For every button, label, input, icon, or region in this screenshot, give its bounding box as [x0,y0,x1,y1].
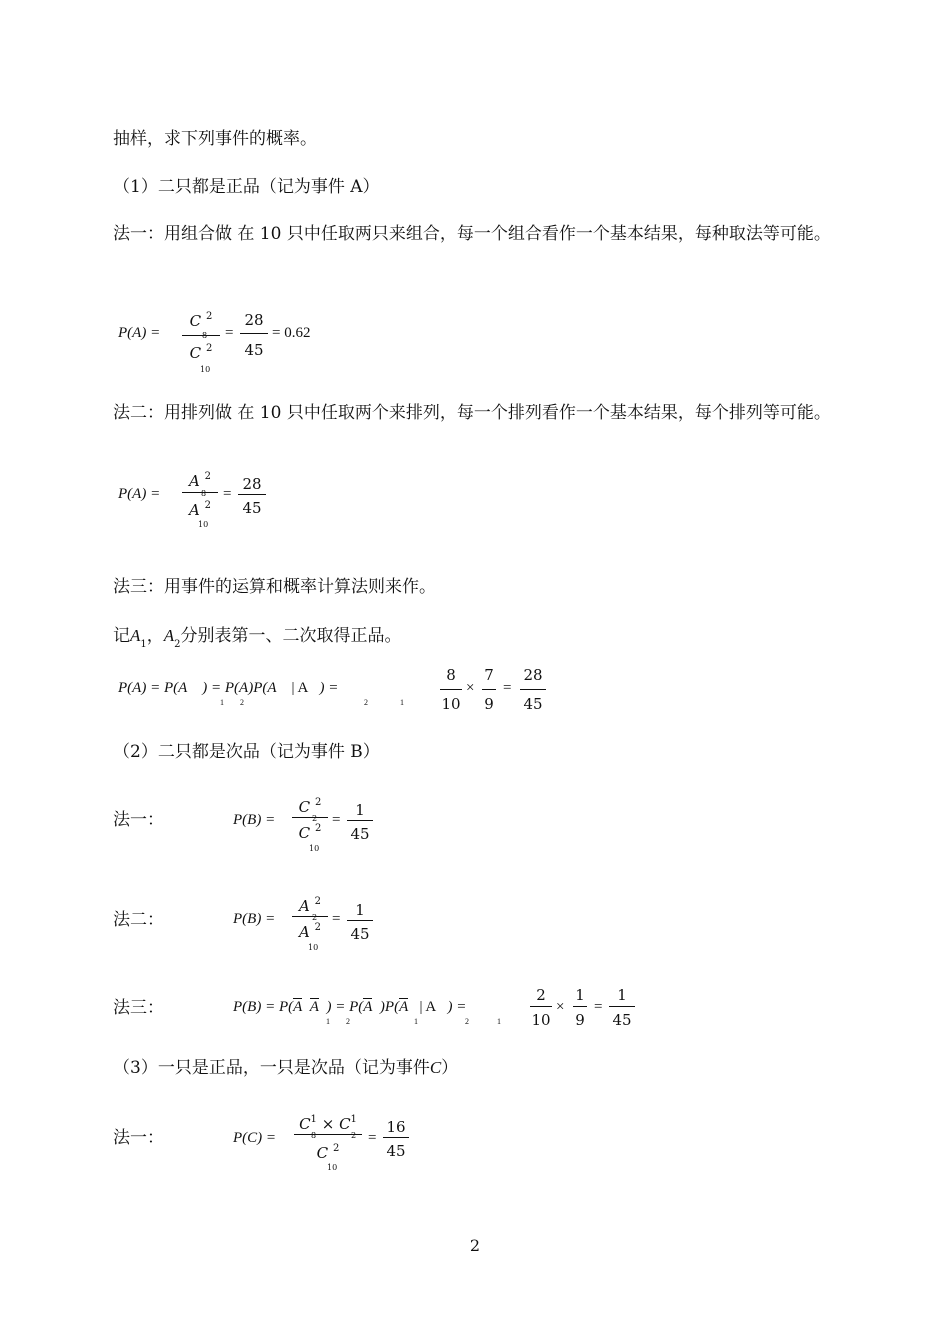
denominator: 45 [350,825,370,843]
equals-sign: = [368,1130,377,1146]
symbol-c: C [298,824,311,842]
heading-event-c [113,1056,458,1080]
text-ji: 记 [113,626,130,646]
subscript: 1 [414,1017,418,1026]
formula-part: ) = [319,680,339,696]
symbol-a-bar: A [399,999,409,1015]
label-method-3: 法三： [113,998,164,1018]
times-sign: × [321,1115,335,1133]
symbol-a: A [189,472,200,490]
numerator: 1 [617,986,627,1004]
times-sign: × [466,680,475,696]
subscript: 8 [311,1131,317,1140]
symbol-c: C [298,798,311,816]
numerator: 1 [575,986,585,1004]
subscript: 2 [312,814,318,823]
paragraph-method-1: 法一：用组合做 在 10 只中任取两只来组合，每一个组合看作一个基本结果，每种取法等可能。 [113,224,831,244]
superscript: 1 [310,1114,317,1125]
denominator: 45 [244,341,264,359]
fraction-combination-b [292,798,328,858]
denominator: 45 [350,925,370,943]
formula-part: | A [419,999,437,1015]
symbol-a-bar: A [363,999,373,1015]
symbol-a: A [189,501,200,519]
symbol-c: C [189,344,202,362]
numerator: 28 [244,311,264,329]
numerator: 28 [242,475,262,493]
subscript: 10 [309,844,320,853]
formula-part: P(B) = P( [233,999,294,1015]
subscript: 10 [327,1163,338,1172]
fraction-permutation [182,472,218,532]
equals-sign: = [223,486,232,502]
superscript: 2 [332,1143,340,1154]
numerator: 8 [446,666,456,684]
formula-part: ) = [447,999,467,1015]
subscript: 1 [326,1017,330,1026]
denominator: 45 [242,499,262,517]
page-number: 2 [469,1236,481,1255]
subscript: 1 [400,698,404,707]
symbol-a: A [130,626,141,645]
subscript: 2 [240,698,244,707]
superscript: 2 [314,896,321,907]
formula-pa-label: P(A) = [118,486,161,502]
heading-text: （3）一只是正品，一只是次品（记为事件 [113,1058,430,1078]
subscript: 2 [465,1017,469,1026]
symbol-a: A [299,923,310,941]
formula-pb-label: P(B) = [233,812,276,828]
denominator: 45 [612,1011,632,1029]
result-062: = 0.62 [272,325,311,341]
subscript: 10 [200,365,211,374]
fraction-1-45 [609,986,635,1034]
formula-pc-label: P(C) = [233,1130,277,1146]
equals-sign: = [594,999,603,1015]
symbol-a-bar: A [293,999,303,1015]
superscript: 2 [204,471,211,482]
heading-text-close: ） [441,1058,459,1078]
fraction-1-9 [573,986,587,1034]
denominator: 10 [441,695,461,713]
subscript: 2 [174,639,181,650]
denominator: 9 [575,1011,585,1029]
subscript: 2 [312,913,318,922]
numerator: 7 [484,666,494,684]
symbol-c: C [189,312,202,330]
subscript: 2 [346,1017,350,1026]
subscript: 10 [198,520,209,529]
formula-pa-label: P(A) = [118,325,161,341]
times-sign: × [556,999,565,1015]
text-define-a1-a2 [113,624,402,651]
fraction-7-9 [482,666,496,716]
text-define-rest: 分别表第一、二次取得正品。 [180,626,402,646]
fraction-28-45 [520,666,546,716]
text-line-intro: 抽样，求下列事件的概率。 [113,129,317,149]
symbol-a: A [163,626,175,645]
denominator: 45 [523,695,543,713]
symbol-c: C [429,1058,442,1077]
heading-event-a: （1）二只都是正品（记为事件 A） [113,177,380,197]
numerator: 1 [355,901,365,919]
superscript: 2 [204,500,211,511]
fraction-1-45 [347,801,373,849]
subscript: 2 [351,1131,357,1140]
superscript: 2 [205,311,213,322]
fraction-combination [182,310,220,374]
comma: ， [146,626,164,646]
denominator: 10 [531,1011,551,1029]
numerator: 16 [386,1118,406,1136]
subscript: 1 [220,698,224,707]
equals-sign: = [332,812,341,828]
formula-pb-chain [233,999,466,1016]
symbol-a-bar: A [309,999,319,1015]
symbol-c: C [339,1115,351,1133]
fraction-1-45 [347,901,373,949]
superscript: 1 [350,1114,357,1125]
numerator: 2 [536,986,546,1004]
equals-sign: = [225,325,234,341]
formula-pa-chain [118,680,338,697]
subscript: 1 [497,1017,501,1026]
symbol-a: A [299,897,310,915]
fraction-combination-c [294,1115,362,1175]
denominator: 9 [484,695,494,713]
text-method-3: 法三：用事件的运算和概率计算法则来作。 [113,577,436,597]
subscript: 8 [202,331,208,340]
superscript: 2 [205,343,213,354]
numerator: 28 [523,666,543,684]
superscript: 2 [314,797,322,808]
subscript: 2 [364,698,368,707]
fraction-28-45 [240,311,268,361]
symbol-c: C [299,1115,311,1133]
numerator: 1 [355,801,365,819]
formula-part: | A [291,680,309,696]
superscript: 2 [314,922,321,933]
denominator: 45 [386,1142,406,1160]
formula-pb-label: P(B) = [233,911,276,927]
symbol-c: C [316,1144,329,1162]
formula-part: P(A) = P(A [118,680,188,696]
fraction-2-10 [530,986,552,1034]
fraction-28-45 [238,475,266,523]
equals-sign: = [332,911,341,927]
fraction-8-10 [440,666,462,716]
label-method-2: 法二： [113,910,164,930]
superscript: 2 [314,823,322,834]
subscript: 10 [308,943,319,952]
equals-sign: = [503,680,512,696]
label-method-1: 法一： [113,810,164,830]
paragraph-method-2: 法二：用排列做 在 10 只中任取两个来排列，每一个排列看作一个基本结果，每个排列等可能。 [113,403,831,423]
formula-part: )P( [379,999,400,1015]
label-method-1: 法一： [113,1128,164,1148]
formula-part: ) = P(A)P(A [202,680,277,696]
fraction-16-45 [383,1118,409,1166]
heading-event-b: （2）二只都是次品（记为事件 B） [113,742,380,762]
subscript: 8 [201,489,207,498]
fraction-permutation-b [292,897,328,957]
subscript: 1 [140,639,147,650]
formula-part: ) = P( [326,999,364,1015]
